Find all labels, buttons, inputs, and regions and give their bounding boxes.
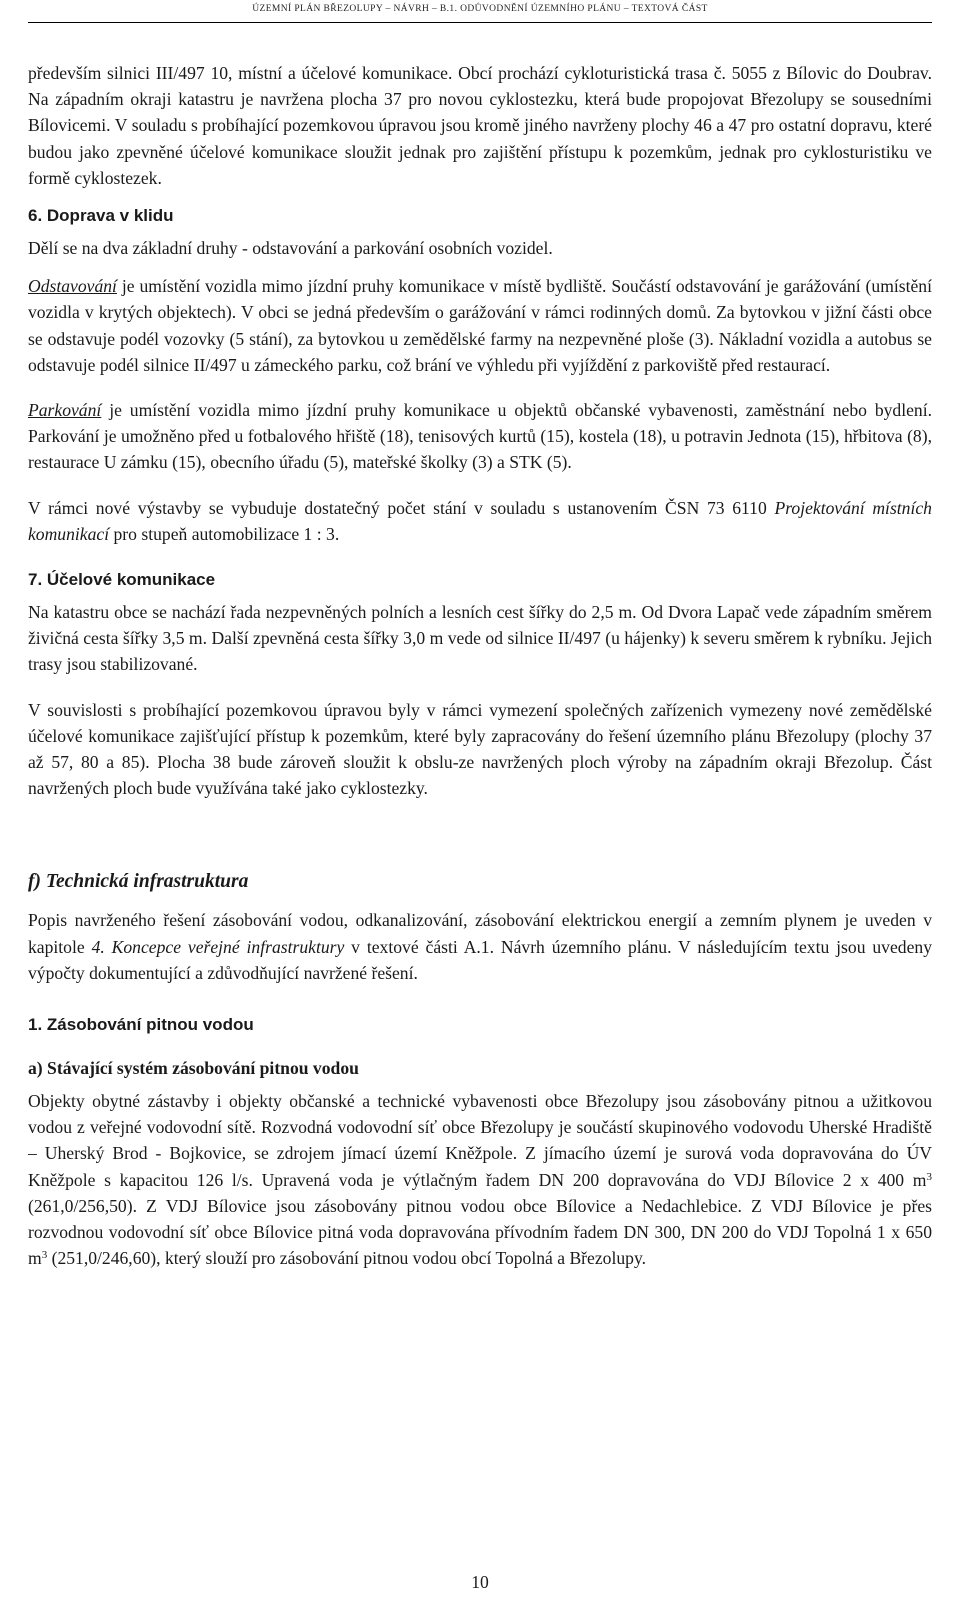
paragraph-ucelove-2: V souvislosti s probíhající pozemkovou úpravou byly v rámci vymezení společných zařízenich vymezeny nové zemědělské účelové komunikace zajišťující přístup k pozemkům, které byly zapracovány do řešení územního plánu Březolupy (plochy 37 až 57, 80 a 85). Plocha 38 bude zároveň sloužit k obslu-ze navržených ploch výroby na západním okraji Březolup. Část navržených ploch bude využívána také jako cyklostezky. xyxy=(28,699,932,799)
norm-title: Projektování místních komunikací xyxy=(28,497,932,544)
paragraph-nova-vystavba-text-a: V rámci nové výstavby se vybuduje dostatečný počet stání v souladu s ustanovením ČSN 73 6110 xyxy=(28,497,775,518)
paragraph-nova-vystavba-text-b: pro stupeň automobilizace 1 : 3. xyxy=(109,523,340,544)
paragraph-parkovani xyxy=(28,397,932,476)
heading-ucelove-komunikace: 7. Účelové komunikace xyxy=(28,570,216,590)
paragraph-technicka-text-b: v textové části A.1. Návrh územního plánu. V následujícím textu jsou uvedeny výpočty dokumentující a zdůvodňující navržené řešení. xyxy=(28,936,932,983)
term-parkovani: Parkování xyxy=(28,400,102,421)
document-body xyxy=(28,60,932,1272)
heading-zasobovani-vodou: 1. Zásobování pitnou vodou xyxy=(28,1015,254,1035)
paragraph-doprava-1: Dělí se na dva základní druhy - odstavování a parkování osobních vozidel. xyxy=(28,238,553,259)
superscript-cubic-2: 3 xyxy=(41,1249,48,1262)
paragraph-technicka-text-a: Popis navrženého řešení zásobování vodou, odkanalizování, zásobování elektrickou energií a zemním plynem je uveden v kapitole xyxy=(28,910,932,957)
paragraph-vodovod-text-3: (251,0/246,60), který slouží pro zásobování pitnou vodou obcí Topolná a Březolupy. xyxy=(47,1248,646,1269)
heading-doprava-v-klidu: 6. Doprava v klidu xyxy=(28,206,174,226)
paragraph-nova-vystavba xyxy=(28,495,932,547)
page-number: 10 xyxy=(471,1572,489,1592)
superscript-cubic-1: 3 xyxy=(926,1170,932,1183)
heading-technicka-infrastruktura: f) Technická infrastruktura xyxy=(28,871,249,893)
paragraph-parkovani-text: je umístění vozidla mimo jízdní pruhy komunikace u objektů občanské vybavenosti, zaměstnání nebo bydlení. Parkování je umožněno před u fotbalového hřiště (18), tenisových kurtů (15), kostela (18), u potravin Jednota (15), hřbitova (8), restaurace U zámku (15), obecního úřadu (5), mateřské školky (3) a STK (5). xyxy=(28,400,932,473)
paragraph-odstavovani-text: je umístění vozidla mimo jízdní pruhy komunikace v místě bydliště. Součástí odstavování je garážování (umístění vozidla v krytých objektech). V obci se jedná především o garážování v rámci rodinných domů. Za bytovkou v jižní části obce se odstavuje podél vozovky (5 stání), za bytovkou u zemědělské farmy na nezpevněné ploše (3). Nákladní vozidla a autobus se odstavuje podél silnice II/497 u zámeckého parku, což brání ve výhledu při vyjíždění z parkoviště před restaurací. xyxy=(28,276,932,375)
header-rule xyxy=(28,22,932,23)
running-header: ÚZEMNÍ PLÁN BŘEZOLUPY – NÁVRH – B.1. ODŮVODNĚNÍ ÚZEMNÍHO PLÁNU – TEXTOVÁ ČÁST xyxy=(252,4,708,14)
term-odstavovani: Odstavování xyxy=(28,276,117,297)
heading-stavajici-system: a) Stávající systém zásobování pitnou vodou xyxy=(28,1058,359,1079)
paragraph-intro: především silnici III/497 10, místní a účelové komunikace. Obcí prochází cykloturistická trasa č. 5055 z Bílovic do Doubrav. Na západním okraji katastru je navržena plocha 37 pro novou cyklostezku, která bude propojovat Březolupy se sousedními Bílovicemi. V souladu s probíhající pozemkovou úpravou jsou kromě jiného navrženy plochy 46 a 47 pro ostatní dopravu, které budou jako zpevněné účelové komunikace sloužit jednak pro zajištění přístupu k pozemkům, jednak pro cyklosturistiku ve formě cyklostezek. xyxy=(28,63,932,188)
paragraph-vodovod-text-2: (261,0/256,50). Z VDJ Bílovice jsou zásobovány pitnou vodou obce Bílovice a Nedachlebice. Z VDJ Bílovice je přes rozvodnou vodovodní síť obce Bílovice pitná voda dopravována přívodním řadem DN 300, DN 200 do VDJ Topolná 1 x 650 m xyxy=(28,1195,932,1269)
paragraph-technicka xyxy=(28,907,932,986)
paragraph-vodovod-text-1: Objekty obytné zástavby i objekty občanské a technické vybavenosti obce Březolupy jsou zásobovány pitnou a užitkovou vodou z veřejné vodovodní sítě. Rozvodná vodovodní síť obce Březolupy je součástí skupinového vodovodu Uherské Hradiště – Uherský Brod - Bojkovice, se zdrojem jímací území Kněžpole. Z jímacího území je surová voda dopravována do ÚV Kněžpole s kapacitou 126 l/s. Upravená voda je výtlačným řadem DN 200 dopravována do VDJ Bílovice 2 x 400 m xyxy=(28,1091,932,1190)
chapter-reference: 4. Koncepce veřejné infrastruktury xyxy=(91,936,345,957)
paragraph-ucelove-1: Na katastru obce se nachází řada nezpevněných polních a lesních cest šířky do 2,5 m. Od Dvora Lapač vede západním směrem živičná cesta šířky 3,5 m. Další zpevněná cesta šířky 3,0 m vede od silnice II/497 (u hájenky) k severu směrem k rybníku. Jejich trasy jsou stabilizované. xyxy=(28,602,932,675)
paragraph-vodovod xyxy=(28,1088,932,1271)
paragraph-odstavovani xyxy=(28,273,932,378)
